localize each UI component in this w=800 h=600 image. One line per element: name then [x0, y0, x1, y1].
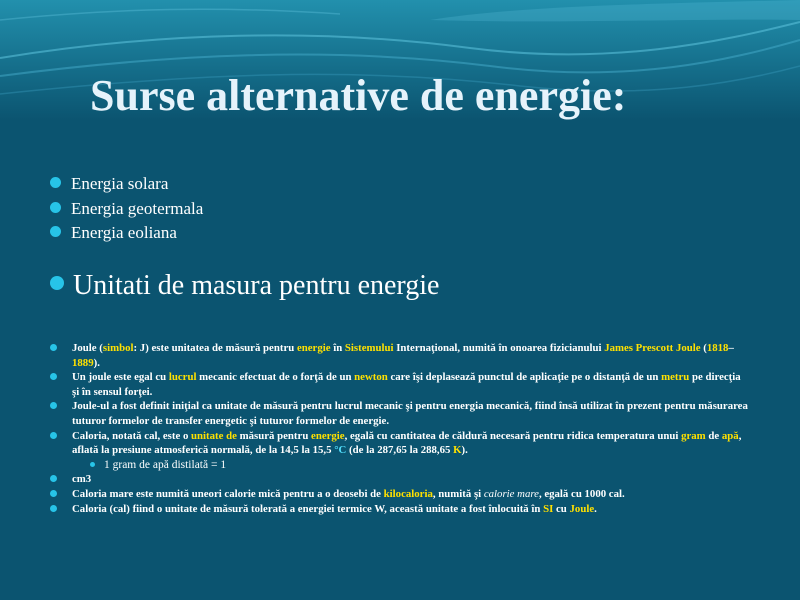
- topic-label: Energia solara: [71, 174, 169, 193]
- definition-subitem: [50, 458, 750, 473]
- bullet-icon: [50, 344, 57, 351]
- reference-link[interactable]: energie: [311, 429, 345, 442]
- text-fragment: 1 gram de apă distilată = 1: [104, 458, 227, 471]
- reference-link[interactable]: lucrul: [168, 371, 197, 384]
- text-fragment: cm3: [72, 473, 92, 486]
- text-fragment: ).: [461, 444, 468, 457]
- text-fragment: pe direcţia şi în sensul forţei.: [72, 371, 741, 398]
- definition-text: [104, 459, 226, 471]
- reference-link[interactable]: unitate de: [191, 429, 237, 442]
- text-fragment: Internaţional, numită în onoarea fizicianului: [393, 342, 605, 354]
- reference-link[interactable]: gram: [681, 429, 706, 442]
- reference-link[interactable]: Sistemului: [344, 342, 394, 354]
- reference-link[interactable]: newton: [354, 371, 388, 384]
- bullet-icon: [50, 276, 64, 290]
- text-fragment: , numită şi: [432, 487, 484, 500]
- text-fragment: .: [594, 502, 597, 515]
- definition-text: [72, 371, 741, 398]
- text-fragment: de: [705, 429, 722, 442]
- bullet-icon: [50, 490, 57, 497]
- bullet-icon: [50, 475, 57, 482]
- text-fragment: , egală cu 1000 cal.: [538, 487, 625, 500]
- reference-link[interactable]: energie: [296, 342, 331, 354]
- reference-link[interactable]: Joule: [569, 502, 595, 515]
- sub-bullet-icon: [90, 462, 95, 467]
- bullet-icon: [50, 226, 61, 237]
- text-fragment: ).: [93, 356, 100, 369]
- text-fragment: mecanic efectuat de o forţă de un: [196, 371, 355, 384]
- units-heading-label: Unitati de masura pentru energie: [73, 270, 440, 301]
- reference-link[interactable]: K: [453, 444, 462, 457]
- text-fragment: (: [700, 342, 707, 354]
- energy-topics-list: [50, 172, 203, 246]
- text-fragment: cu: [553, 502, 570, 515]
- slide-title: Surse alternative de energie:: [90, 71, 627, 120]
- definition-item: [50, 341, 750, 370]
- text-fragment: calorie mare: [483, 487, 539, 500]
- text-fragment: măsură pentru: [236, 429, 312, 442]
- bullet-icon: [50, 202, 61, 213]
- topic-item: [50, 172, 203, 197]
- reference-link[interactable]: apă: [721, 429, 739, 442]
- text-fragment: Joule (: [72, 342, 103, 354]
- reference-link[interactable]: SI: [543, 502, 554, 515]
- bullet-icon: [50, 177, 61, 188]
- bullet-icon: [50, 432, 57, 439]
- definition-text: [72, 400, 748, 427]
- topic-item: [50, 197, 203, 222]
- definition-item: [50, 429, 750, 458]
- bullet-icon: [50, 402, 57, 409]
- bullet-icon: [50, 373, 57, 380]
- text-fragment: Caloria (cal) fiind o unitate de măsură tolerată a energiei termice W, această unitate a fost înlocuită în: [72, 502, 544, 515]
- bullet-icon: [50, 505, 57, 512]
- units-heading: [50, 270, 439, 302]
- text-fragment: în: [330, 342, 345, 354]
- text-fragment: care îşi deplasează punctul de aplicaţie pe o distanţă de un: [387, 371, 662, 384]
- definition-item: [50, 370, 750, 399]
- reference-link[interactable]: James Prescott Joule: [604, 342, 701, 354]
- units-definitions-list: [50, 341, 750, 516]
- topic-label: Energia geotermala: [71, 198, 204, 218]
- definition-text: [72, 342, 734, 369]
- text-fragment: Joule-ul a fost definit iniţial ca unitate de măsură pentru lucrul mecanic şi pentru energia mecanică, fiind însă utilizat în prezent pentru măsurarea tuturor formelor de transfer energetic şi tuturor formelor de energie.: [72, 400, 748, 427]
- topic-item: [50, 221, 203, 246]
- text-fragment: Caloria, notată cal, este o: [72, 429, 192, 442]
- reference-link[interactable]: 1889: [72, 356, 94, 369]
- text-fragment: °C: [334, 444, 347, 457]
- reference-link[interactable]: 1818: [706, 342, 729, 354]
- reference-link[interactable]: simbol: [102, 342, 134, 354]
- text-fragment: , egală cu cantitatea de căldură necesară pentru ridica temperatura unui: [344, 429, 682, 442]
- definition-item: [50, 487, 750, 502]
- text-fragment: : J) este unitatea de măsură pentru: [133, 342, 297, 354]
- definition-text: [72, 488, 625, 500]
- definition-item: [50, 472, 750, 487]
- text-fragment: (de la 287,65 la 288,65: [346, 444, 454, 457]
- text-fragment: , aflată la presiune atmosferică normală, de la 14,5 la 15,5: [72, 429, 742, 457]
- reference-link[interactable]: kilocaloria: [383, 487, 433, 500]
- definition-text: [72, 430, 741, 457]
- definition-item: [50, 502, 750, 517]
- definition-text: [72, 503, 597, 515]
- definition-text: [72, 473, 91, 485]
- text-fragment: Un joule este egal cu: [72, 371, 169, 384]
- text-fragment: Caloria mare este numită uneori calorie mică pentru a o deosebi de: [72, 487, 384, 500]
- topic-label: Energia eoliana: [71, 223, 177, 242]
- reference-link[interactable]: metru: [661, 371, 690, 384]
- definition-item: [50, 399, 750, 428]
- text-fragment: –: [728, 342, 734, 354]
